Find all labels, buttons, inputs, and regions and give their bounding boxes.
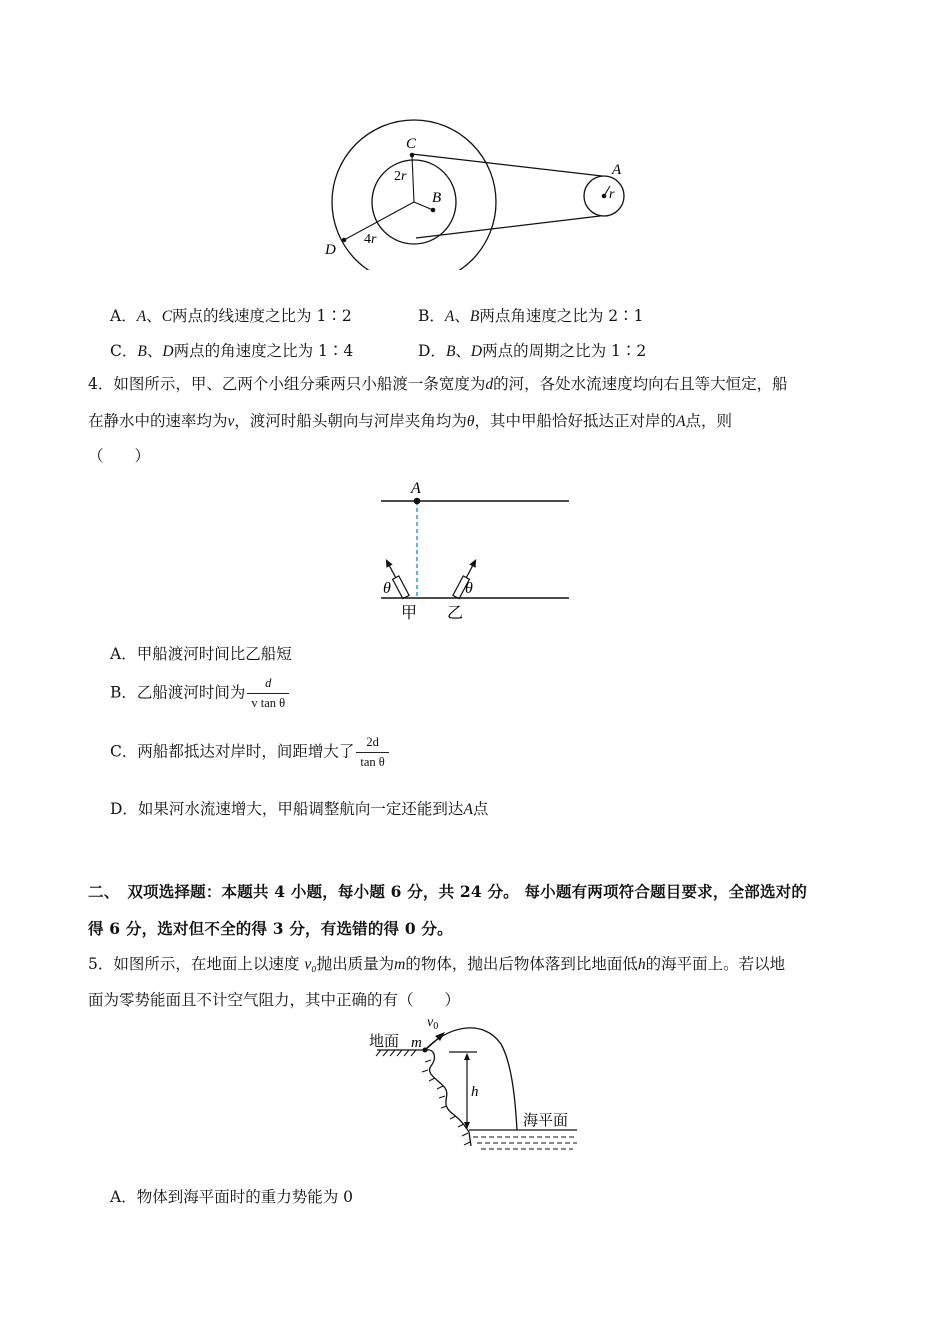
option-label: A． [110,307,137,325]
boat-label-jia: 甲 [401,603,418,622]
trajectory [425,1028,517,1130]
label-c: C [406,136,417,152]
label-sea: 海平面 [523,1111,569,1129]
option-text: 点 [472,800,489,818]
point-a [602,194,607,199]
sep: 、 [455,342,471,360]
section-2-header-line1: 二、 双项选择题：本题共 4 小题，每小题 6 分，共 24 分。 每小题有两项符合题目要求，全部选对的 [88,882,808,901]
q4-option-a: A．甲船渡河时间比乙船短 [110,645,292,663]
label-h: h [471,1084,479,1100]
point-b [431,208,436,213]
var-v0: v₀ [304,956,317,973]
q5-option-a: A．物体到海平面时的重力势能为 0 [110,1188,353,1206]
point-d [342,238,347,243]
boat-label-yi: 乙 [447,603,464,622]
option-label: D． [418,342,446,360]
stem-text: 的河，各处水流速度均向右且等大恒定，船 [493,375,788,393]
var-a: A [676,413,686,430]
label-2r: 2r [394,169,407,184]
q3-option-a [110,304,352,326]
radius-up [412,156,414,202]
fraction [247,676,289,711]
label-4r: 4r [364,232,377,247]
point-a [414,498,421,505]
label-b: B [432,190,442,206]
q5-stem-line1 [88,954,785,975]
stem-text: 点，则 [685,412,733,430]
q3-option-d [418,339,646,361]
var: C [161,308,173,325]
var-h: h [637,956,646,973]
object-m [423,1048,428,1053]
stem-text: ，渡河时船头朝向与河岸夹角均为 [234,412,467,430]
option-text: B．乙船渡河时间为 [110,683,246,702]
belt-top [412,154,602,176]
var: B [469,308,480,325]
question-number: 5． [88,955,114,973]
var: A [136,308,147,325]
sep: 、 [146,342,163,360]
fraction [356,735,388,770]
var: B [445,343,456,360]
stem-text: 抛出质量为 [316,955,395,973]
stem-text: 的物体，抛出后物体落到比地面低 [405,955,638,973]
denominator: tan θ [356,752,388,770]
stem-text: 在静水中的速率均为 [88,412,228,430]
var: B [137,343,147,360]
var: D [162,343,174,360]
label-r: r [609,187,615,202]
var-m: m [394,956,406,973]
label-a: A [411,480,421,497]
option-text: 两点的周期之比为 1∶2 [482,342,647,360]
option-label: C． [110,342,138,360]
option-text: C．两船都抵达对岸时，间距增大了 [110,742,355,761]
label-ground: 地面 [369,1032,400,1050]
stem-text: 如图所示，甲、乙两个小组分乘两只小船渡一条宽度为 [113,375,486,393]
section-2-header-line2: 得 6 分，选对但不全的得 3 分，有选错的得 0 分。 [88,919,453,938]
q3-option-c [110,339,353,361]
var-theta: θ [466,413,475,430]
label-m: m [411,1035,422,1051]
radius-right [414,202,433,210]
option-text: 两点角速度之比为 2∶1 [479,307,644,325]
q4-option-c [110,735,389,770]
var-d: d [485,376,494,393]
radius-down-left [344,202,414,240]
option-text: 两点的角速度之比为 1∶4 [173,342,354,360]
denominator: v tan θ [247,693,289,711]
var: D [470,343,483,360]
var-a: A [463,801,473,818]
q3-option-b [418,304,644,326]
label-d: D [325,242,336,258]
option-label: B． [418,307,445,325]
h-arrow-top [464,1053,470,1060]
theta-left: θ [383,580,391,597]
label-v0: $v_0$ [427,1015,439,1032]
belt-bottom [416,216,600,238]
theta-right: θ [465,580,473,597]
q4-stem-line1 [88,374,788,395]
stem-text: 的海平面上。若以地 [645,955,786,973]
option-text: 两点的线速度之比为 1∶2 [172,307,352,325]
label-a: A [612,162,622,178]
question-number: 4． [88,375,114,393]
sep: 、 [454,307,470,325]
numerator: d [265,676,272,690]
sep: 、 [146,307,162,325]
q4-answer-bracket: （ ） [88,447,151,465]
stem-text: ，其中甲船恰好抵达正对岸的 [474,412,677,430]
figure-cliff-projectile [365,1014,590,1159]
cliff-face [425,1050,471,1146]
q4-stem-line2 [88,411,732,432]
point-c [410,153,415,158]
q5-stem-line2: 面为零势能面且不计空气阻力，其中正确的有（ ） [88,991,461,1009]
var: A [444,308,455,325]
q4-option-d [110,797,488,819]
q4-option-b [110,676,289,711]
figure-river-boats [375,476,575,626]
numerator: 2d [366,735,379,749]
ground-hatch [376,1050,416,1056]
var-v: v [227,413,235,430]
stem-text: 如图所示，在地面上以速度 [113,955,305,973]
figure-belt-pulley [320,110,640,270]
option-text: D．如果河水流速增大，甲船调整航向一定还能到达 [110,800,464,818]
